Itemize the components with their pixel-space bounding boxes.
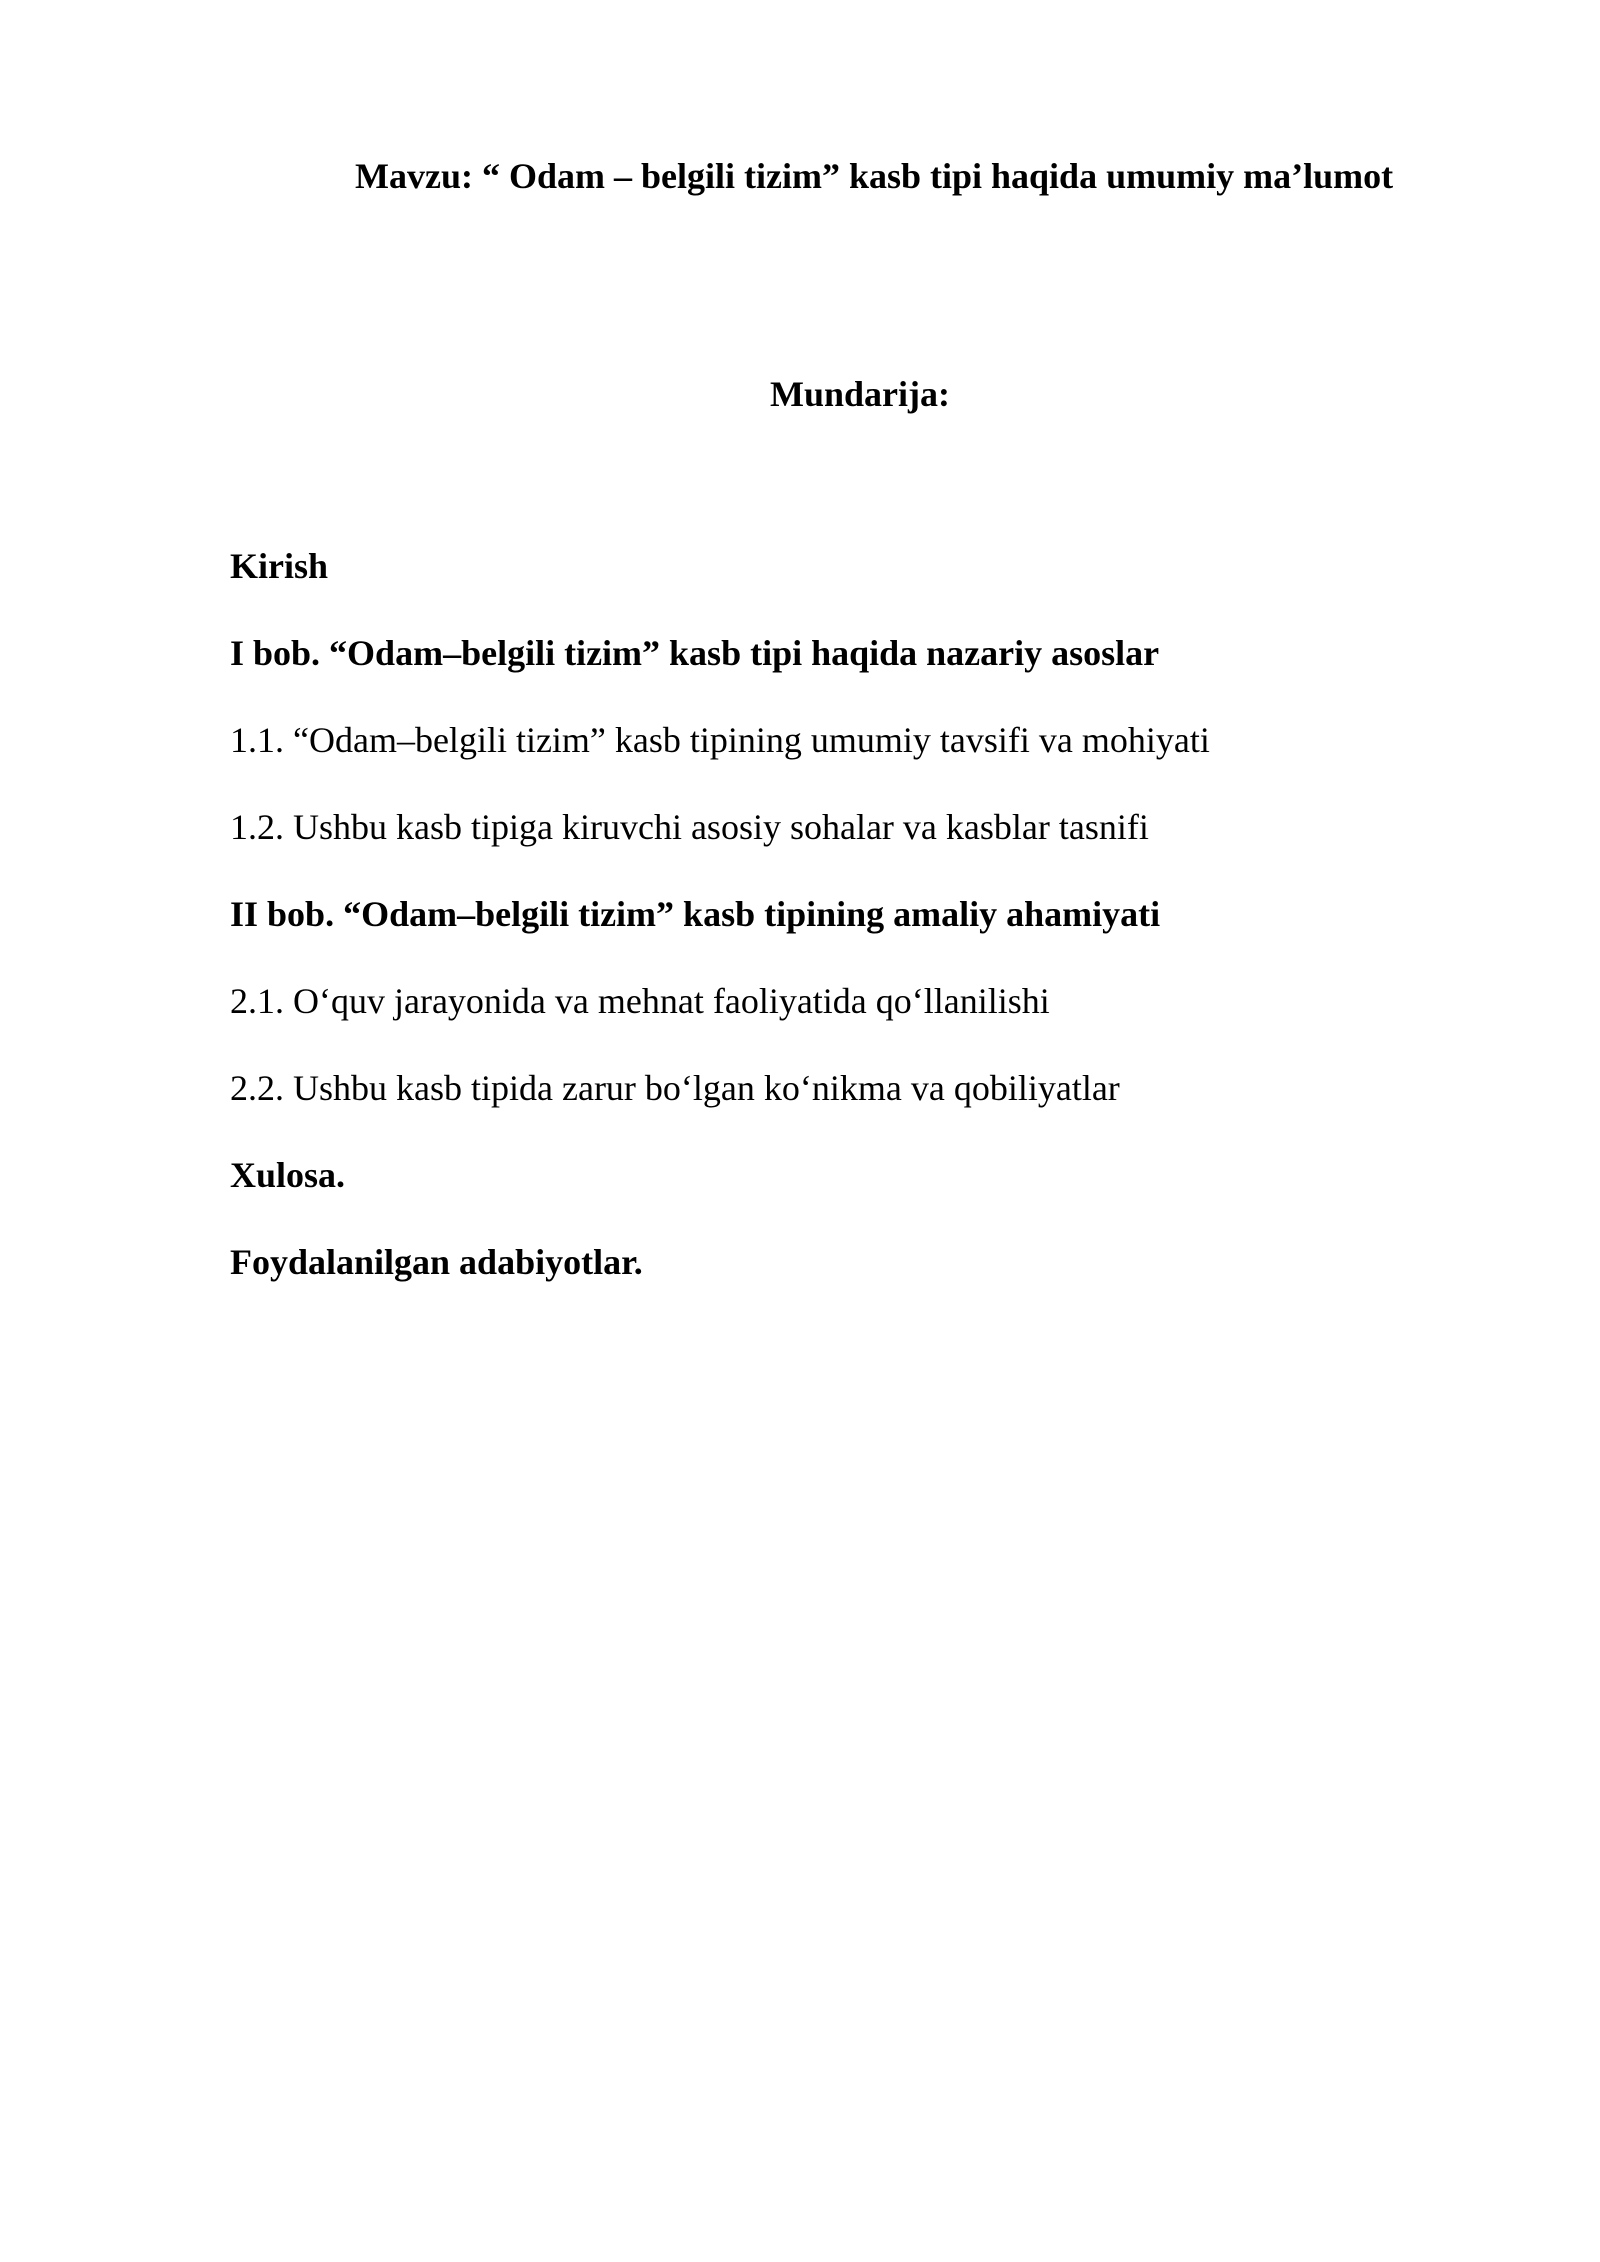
toc-item-introduction: Kirish <box>230 546 329 586</box>
toc-item-chapter-2: II bob. “Odam–belgili tizim” kasb tipining amaliy ahamiyati <box>230 894 1161 934</box>
toc-heading: Mundarija: <box>770 374 950 414</box>
toc-item-section-2-2: 2.2. Ushbu kasb tipida zarur bo‘lgan ko‘nikma va qobiliyatlar <box>230 1068 1120 1108</box>
table-of-contents <box>230 540 1210 1323</box>
toc-item-conclusion: Xulosa. <box>230 1155 346 1195</box>
toc-item-section-2-1: 2.1. O‘quv jarayonida va mehnat faoliyatida qo‘llanilishi <box>230 981 1050 1021</box>
toc-item-section-1-2: 1.2. Ushbu kasb tipiga kiruvchi asosiy sohalar va kasblar tasnifi <box>230 807 1149 847</box>
toc-item-section-1-1: 1.1. “Odam–belgili tizim” kasb tipining umumiy tavsifi va mohiyati <box>230 720 1210 760</box>
toc-item-references: Foydalanilgan adabiyotlar. <box>230 1242 643 1282</box>
document-title: Mavzu: “ Odam – belgili tizim” kasb tipi haqida umumiy ma’lumot <box>355 156 1394 196</box>
toc-item-chapter-1: I bob. “Odam–belgili tizim” kasb tipi haqida nazariy asoslar <box>230 633 1160 673</box>
